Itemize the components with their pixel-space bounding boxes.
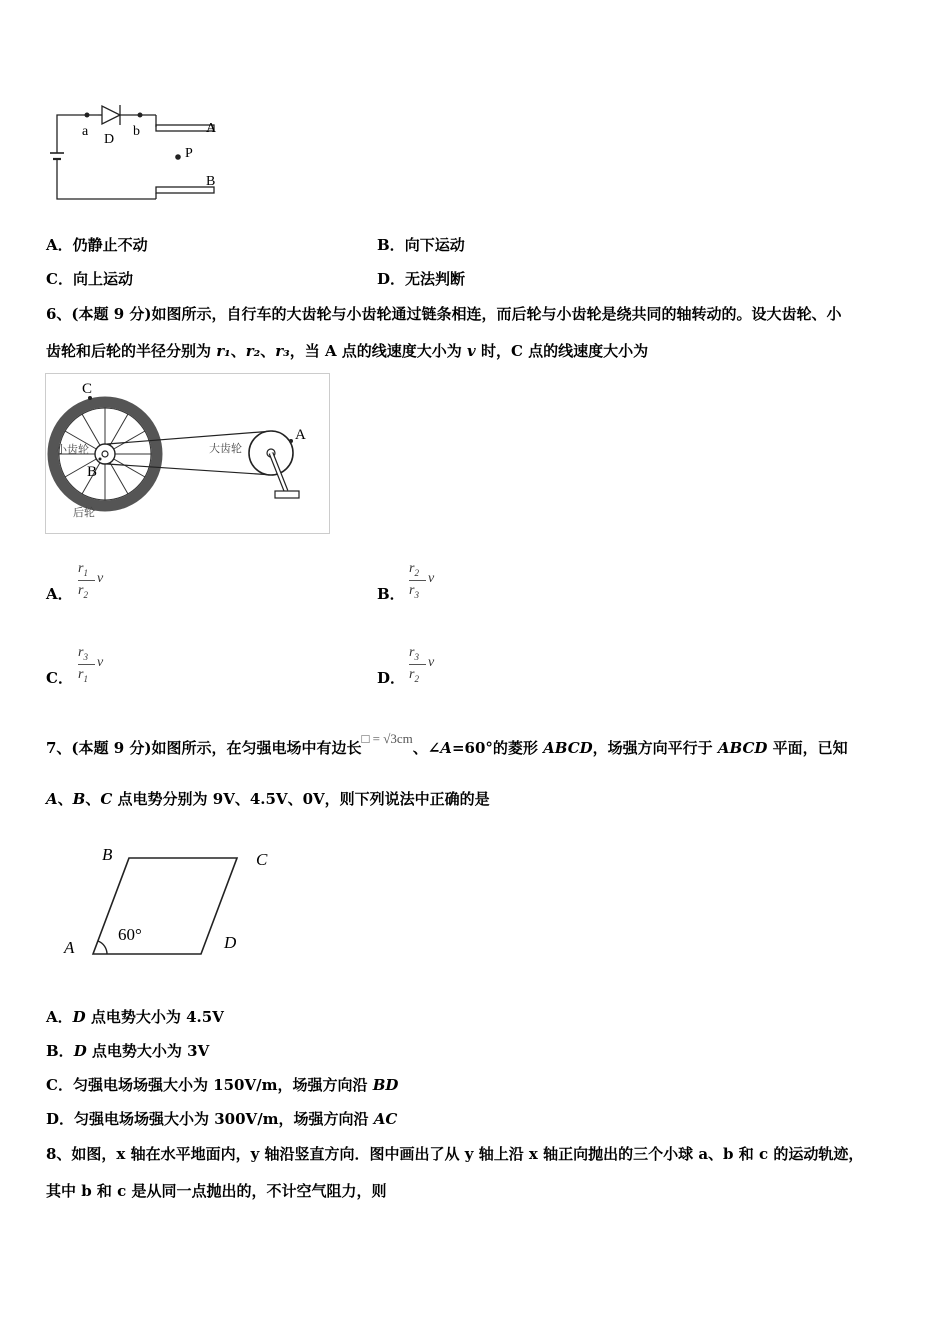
label-b: B	[102, 845, 113, 864]
q6-stem-line1: 6、(本题 9 分)如图所示，自行车的大齿轮与小齿轮通过链条相连，而后轮与小齿轮是绕共同的轴转动的。设大齿轮、小	[46, 305, 842, 323]
circuit-figure	[40, 95, 240, 210]
label-d: D	[224, 933, 237, 952]
q6-option-d[interactable]: D． $r_3$ $r_2$ v	[377, 645, 435, 687]
q6-stem-line2: 齿轮和后轮的半径分别为 r₁、r₂、r₃，当 A 点的线速度大小为 v 时，C 点的线速度大小为	[46, 342, 649, 360]
q6-option-b[interactable]: B． $r_2$ $r_3$ v	[377, 561, 435, 603]
side-length-formula: □ = √3cm	[361, 731, 413, 746]
point-p-dot	[175, 154, 181, 160]
point-b-dot	[99, 458, 102, 461]
label-rear-wheel: 后轮	[73, 507, 95, 519]
label-d: D	[104, 132, 115, 147]
q5-option-c[interactable]: C．向上运动	[46, 270, 133, 288]
label-small-gear: 小齿轮	[56, 444, 89, 456]
label-big-gear: 大齿轮	[209, 443, 242, 455]
pedal	[275, 491, 299, 498]
q5-option-a[interactable]: A．仍静止不动	[46, 236, 148, 254]
q7-option-a[interactable]: A．D 点电势大小为 4.5V	[46, 1008, 224, 1026]
label-plate-a: A	[206, 121, 217, 136]
label-a: A	[295, 427, 306, 443]
bicycle-gear-figure	[45, 373, 330, 534]
label-a: a	[82, 124, 89, 139]
label-c: C	[82, 381, 93, 397]
q7-stem-line1: 7、(本题 9 分)如图所示，在匀强电场中有边长□ = √3cm、∠A=60°的菱形 ABCD，场强方向平行于 ABCD 平面，已知	[46, 731, 848, 757]
q7-option-d[interactable]: D．匀强电场场强大小为 300V/m，场强方向沿 AC	[46, 1110, 398, 1128]
q8-stem-line2: 其中 b 和 c 是从同一点抛出的，不计空气阻力，则	[46, 1182, 387, 1200]
q7-stem-line2: A、B、C 点电势分别为 9V、4.5V、0V，则下列说法中正确的是	[46, 790, 490, 808]
q7-option-b[interactable]: B．D 点电势大小为 3V	[46, 1042, 210, 1060]
rhombus-figure	[55, 840, 285, 970]
label-a: A	[64, 938, 75, 957]
label-b: B	[87, 464, 98, 480]
q6-option-c[interactable]: C． $r_3$ $r_1$ v	[46, 645, 104, 687]
label-plate-b: B	[206, 174, 216, 189]
label-p: P	[185, 146, 193, 161]
label-b: b	[133, 124, 140, 139]
q5-option-d[interactable]: D．无法判断	[377, 270, 466, 288]
q6-option-a[interactable]: A． $r_1$ $r_2$ v	[46, 561, 104, 603]
q7-option-c[interactable]: C．匀强电场场强大小为 150V/m，场强方向沿 BD	[46, 1076, 399, 1094]
label-c: C	[256, 850, 268, 869]
junction-b-dot	[138, 113, 143, 118]
q8-stem-line1: 8、如图，x 轴在水平地面内，y 轴沿竖直方向．图中画出了从 y 轴上沿 x 轴正向抛出的三个小球 a、b 和 c 的运动轨迹，	[46, 1145, 864, 1163]
point-a-dot	[289, 439, 293, 443]
rhombus-abcd	[93, 858, 237, 954]
junction-a-dot	[85, 113, 90, 118]
angle-arc	[98, 941, 107, 954]
q5-option-b[interactable]: B．向下运动	[377, 236, 465, 254]
angle-label: 60°	[118, 925, 142, 944]
